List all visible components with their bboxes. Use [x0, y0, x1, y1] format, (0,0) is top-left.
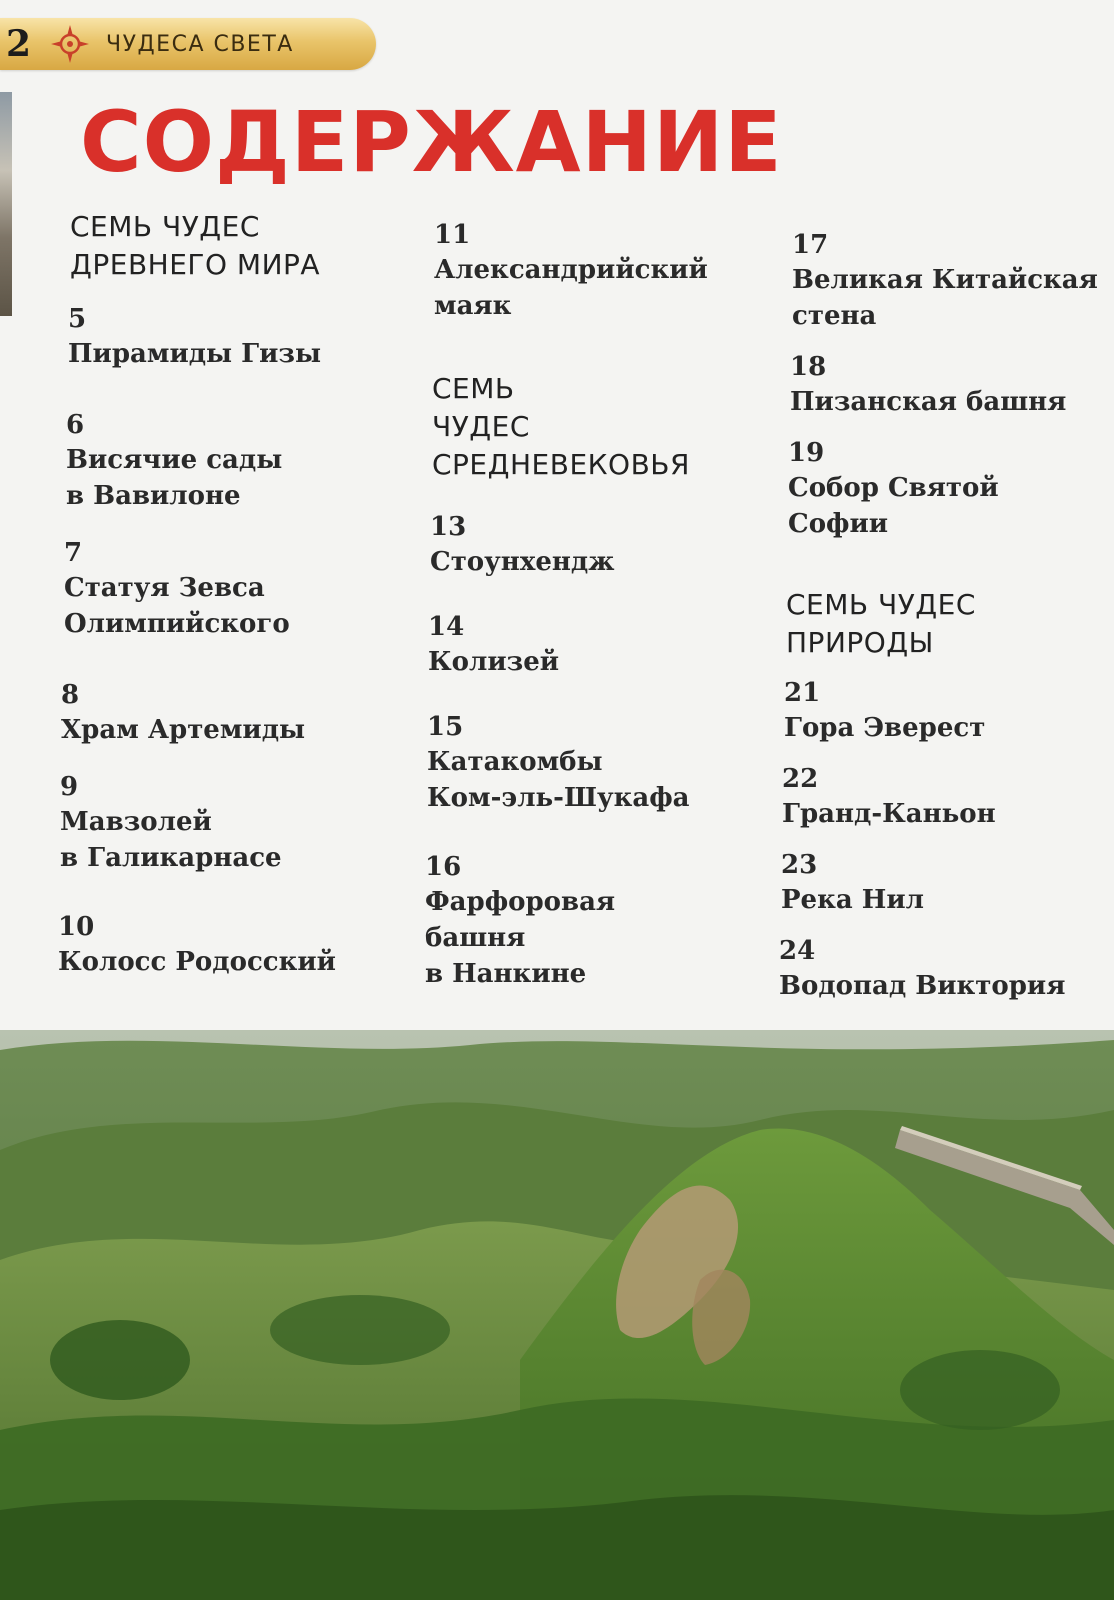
great-wall-landscape-photo — [0, 1030, 1114, 1600]
toc-entry[interactable] — [434, 218, 774, 324]
toc-page-number: 10 — [58, 912, 95, 942]
toc-page-number: 23 — [781, 850, 818, 880]
toc-entry-title: Катакомбы — [427, 747, 603, 777]
toc-entry-title: башня — [425, 923, 526, 953]
toc-heading: СЕМЬ ЧУДЕС СРЕДНЕВЕКОВЬЯ — [432, 372, 690, 481]
toc-entry-title: Висячие сады — [66, 445, 283, 475]
toc-heading: СЕМЬ ЧУДЕС ДРЕВНЕГО МИРА — [70, 210, 321, 281]
toc-entry[interactable] — [790, 350, 1114, 420]
toc-entry[interactable] — [58, 910, 398, 980]
toc-page-number: 19 — [788, 438, 825, 468]
toc-entry[interactable] — [428, 610, 768, 680]
section-name: ЧУДЕСА СВЕТА — [106, 32, 294, 57]
toc-page-number: 6 — [66, 410, 85, 440]
toc-entry-title: Гора Эверест — [784, 713, 986, 743]
toc-page-number: 15 — [427, 712, 464, 742]
toc-entry-title: Водопад Виктория — [779, 971, 1066, 1001]
toc-entry[interactable] — [779, 934, 1114, 1004]
toc-page-number: 17 — [792, 230, 829, 260]
toc-entry[interactable] — [425, 850, 765, 992]
toc-entry-title: Собор Святой — [788, 473, 999, 503]
toc-entry-title: Река Нил — [781, 885, 924, 915]
toc-page-number: 18 — [790, 352, 827, 382]
toc-entry-title: Стоунхендж — [430, 547, 615, 577]
toc-page-number: 14 — [428, 612, 465, 642]
toc-entry-title: в Галикарнасе — [60, 843, 282, 873]
toc-entry[interactable] — [784, 676, 1114, 746]
toc-entry-title: Софии — [788, 509, 889, 539]
toc-entry[interactable] — [792, 228, 1114, 334]
toc-entry-title: Пизанская башня — [790, 387, 1067, 417]
toc-entry-title: Александрийский — [434, 255, 708, 285]
toc-entry[interactable] — [66, 408, 406, 514]
compass-rose-icon — [50, 24, 90, 64]
toc-entry-title: Колизей — [428, 647, 560, 677]
toc-entry-title: Колосс Родосский — [58, 947, 336, 977]
toc-page-number: 11 — [434, 220, 471, 250]
toc-page-number: 13 — [430, 512, 467, 542]
toc-page-number: 8 — [61, 680, 80, 710]
toc-entry[interactable] — [68, 302, 408, 372]
toc-page-number: 7 — [64, 538, 83, 568]
toc-entry-title: Ком-эль-Шукафа — [427, 783, 690, 813]
page-title: СОДЕРЖАНИЕ — [80, 93, 783, 191]
toc-entry[interactable] — [782, 762, 1114, 832]
toc-entry-title: Пирамиды Гизы — [68, 339, 322, 369]
toc-page-number: 9 — [60, 772, 79, 802]
toc-heading: СЕМЬ ЧУДЕС ПРИРОДЫ — [786, 588, 976, 659]
toc-page-number: 16 — [425, 852, 462, 882]
toc-entry-title: Мавзолей — [60, 807, 212, 837]
toc-entry[interactable] — [64, 536, 404, 642]
toc-page-number: 5 — [68, 304, 87, 334]
toc-entry-title: Статуя Зевса — [64, 573, 265, 603]
toc-entry-title: Фарфоровая — [425, 887, 616, 917]
toc-entry-title: Великая Китайская — [792, 265, 1098, 295]
toc-page-number: 21 — [784, 678, 821, 708]
toc-entry-title: стена — [792, 301, 877, 331]
toc-entry[interactable] — [781, 848, 1114, 918]
toc-entry[interactable] — [60, 770, 400, 876]
page-number: 2 — [6, 23, 32, 65]
toc-entry-title: в Нанкине — [425, 959, 587, 989]
toc-entry-title: Храм Артемиды — [61, 715, 306, 745]
toc-entry-title: Олимпийского — [64, 609, 290, 639]
toc-page-number: 24 — [779, 936, 816, 966]
toc-entry[interactable] — [788, 436, 1114, 542]
toc-entry[interactable] — [430, 510, 770, 580]
toc-entry[interactable] — [427, 710, 767, 816]
toc-page-number: 22 — [782, 764, 819, 794]
toc-entry-title: в Вавилоне — [66, 481, 241, 511]
toc-entry[interactable] — [61, 678, 401, 748]
toc-entry-title: маяк — [434, 291, 512, 321]
toc-entry-title: Гранд-Каньон — [782, 799, 996, 829]
side-photo-strip — [0, 92, 12, 316]
